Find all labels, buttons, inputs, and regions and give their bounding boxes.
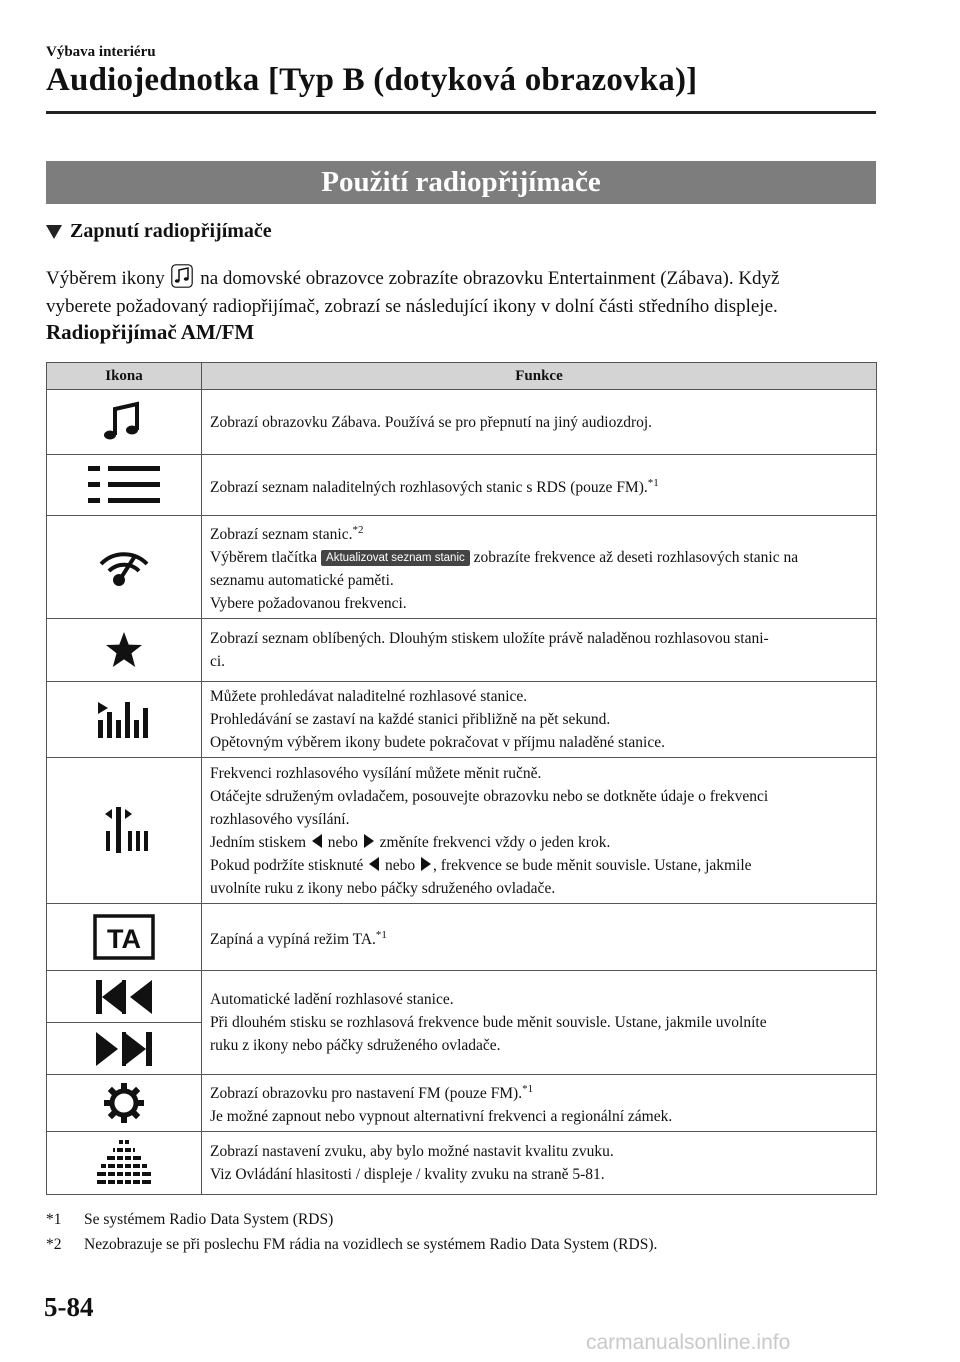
table-row (47, 904, 877, 971)
col-header-icon: Ikona (47, 363, 202, 390)
star-icon (104, 630, 144, 670)
section-label: Výbava interiéru (46, 44, 156, 60)
row-text: Zobrazí seznam naladitelných rozhlasových stanic s RDS (pouze FM).$^{*1}$ (202, 455, 877, 516)
row-text: Zobrazí obrazovku Zábava. Používá se pro přepnutí na jiný audiozdroj. (202, 390, 877, 455)
row-text: Automatické ladění rozhlasové stanice. Při dlouhém stisku se rozhlasová frekvence bude měnit souvisle. Ustane, jakmile uvolníte ruku z ikony nebo páčky sdruženého ovladače. (202, 971, 877, 1075)
table-row (47, 758, 877, 904)
music-note-icon (99, 397, 149, 447)
equalizer-icon (94, 1138, 154, 1188)
subheading-text: Zapnutí radiopřijímače (70, 220, 272, 242)
intro-line-2: vyberete požadovaný radiopřijímač, zobrazí se následující ikony v dolní části středního displeje. (46, 296, 778, 317)
table-row (47, 390, 877, 455)
manual-tune-icon (94, 805, 154, 857)
triangle-bullet-icon (46, 225, 62, 239)
music-note-icon (171, 264, 193, 288)
intro-paragraph (46, 264, 876, 321)
row-text: Můžete prohledávat naladitelné rozhlasové stanice. Prohledávání se zastaví na každé stanici přibližně na pět sekund. Opětovným výběrem ikony budete pokračovat v příjmu naladěné stanice. (202, 682, 877, 758)
footnotes (46, 1207, 657, 1257)
table-row (47, 682, 877, 758)
step-left-icon (369, 857, 379, 871)
icon-function-table (46, 362, 877, 1195)
radio-subtitle: Radiopřijímač AM/FM (46, 320, 255, 344)
table-row (47, 516, 877, 619)
row-text: Frekvenci rozhlasového vysílání můžete měnit ručně. Otáčejte sdruženým ovladačem, posouvejte obrazovku nebo se dotkněte údaje o frekvenci rozhlasového vysílání. Jedním stiskem nebo změníte frekvenci vždy o jeden krok. Pokud podržíte stisknuté nebo , frekvence se bude měnit souvisle. Ustane, jakmile uvolníte ruku z ikony nebo páčky sdruženého ovladače. (202, 758, 877, 904)
table-header-row (47, 363, 877, 390)
subheading (46, 220, 272, 243)
list-icon (84, 462, 164, 508)
table-row (47, 455, 877, 516)
row-text: Zobrazí obrazovku pro nastavení FM (pouze FM).$^{*1}$ Je možné zapnout nebo vypnout alternativní frekvenci a regionální zámek. (202, 1075, 877, 1132)
radio-signal-icon (97, 546, 151, 588)
intro-line-1 (46, 264, 876, 293)
seek-forward-icon (94, 1030, 154, 1068)
table-row (47, 619, 877, 682)
ta-icon (93, 914, 155, 960)
row-text: Zapíná a vypíná režim TA.$^{*1}$ (202, 904, 877, 971)
row-text: Zobrazí seznam stanic.$^{*2}$ Výběrem tlačítka Aktualizovat seznam stanic zobrazíte frekvence až deseti rozhlasových stanic na seznamu automatické paměti. Vybere požadovanou frekvenci. (202, 516, 877, 619)
table-row (47, 1132, 877, 1195)
svg-text:TA: TA (107, 924, 141, 954)
table-row (47, 971, 877, 1075)
step-right-icon (421, 857, 431, 871)
footnote: *1 Se systémem Radio Data System (RDS) (46, 1211, 334, 1228)
page-title: Audiojednotka [Typ B (dotyková obrazovka)] (46, 62, 698, 98)
step-left-icon (312, 834, 322, 848)
step-right-icon (364, 834, 374, 848)
gear-icon (102, 1081, 146, 1125)
page-number: 5-84 (44, 1292, 94, 1322)
section-banner: Použití radiopřijímače (46, 161, 876, 204)
update-station-list-button[interactable]: Aktualizovat seznam stanic (321, 550, 470, 566)
row-text: Zobrazí nastavení zvuku, aby bylo možné nastavit kvalitu zvuku. Viz Ovládání hlasitosti / displeje / kvality zvuku na straně 5-81. (202, 1132, 877, 1195)
title-rule (46, 111, 876, 114)
footnote: *2 Nezobrazuje se při poslechu FM rádia na vozidlech se systémem Radio Data System (RDS). (46, 1236, 658, 1253)
table-row (47, 1075, 877, 1132)
intro-text-a: Výběrem ikony (46, 268, 165, 289)
scan-icon (92, 696, 156, 744)
seek-back-icon (94, 978, 154, 1016)
watermark: carmanualsonline.info (586, 1331, 791, 1354)
col-header-function: Funkce (202, 363, 877, 390)
intro-text-b: na domovské obrazovce zobrazíte obrazovku Entertainment (Zábava). Když (200, 268, 780, 289)
row-text: Zobrazí seznam oblíbených. Dlouhým stiskem uložíte právě naladěnou rozhlasovou stani- ci. (202, 619, 877, 682)
